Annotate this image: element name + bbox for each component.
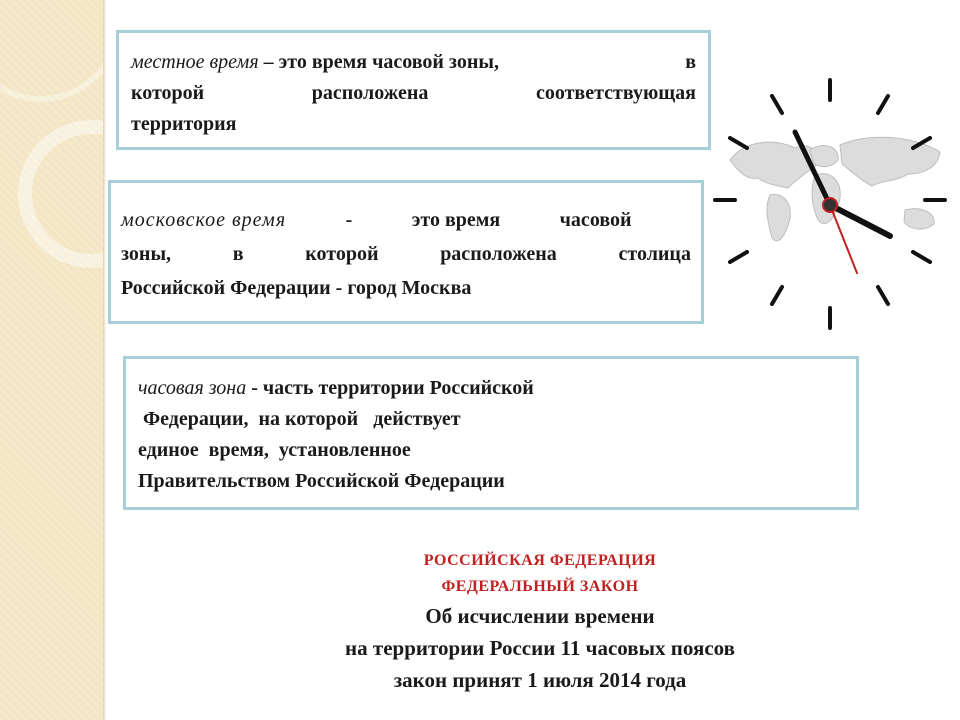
definition-word: - bbox=[345, 209, 353, 231]
definition-word: часовой bbox=[559, 209, 632, 231]
clock-center bbox=[823, 198, 837, 212]
law-type: ФЕДЕРАЛЬНЫЙ ЗАКОН bbox=[441, 578, 639, 595]
decorative-ring bbox=[0, 0, 103, 102]
definition-text: Правительством Российской Федерации bbox=[138, 470, 505, 492]
definition-local-time bbox=[116, 30, 711, 150]
definition-word: которой bbox=[131, 82, 205, 104]
definition-time-zone bbox=[123, 356, 859, 510]
definition-word: расположена bbox=[440, 243, 557, 265]
law-title: Об исчислении времени bbox=[425, 604, 655, 628]
definition-word: в bbox=[232, 243, 244, 265]
definition-text: Российской Федерации - город Москва bbox=[121, 277, 472, 299]
definition-text: Федерации, на которой действует bbox=[138, 408, 461, 430]
strip-edge bbox=[103, 0, 106, 720]
decorative-side-strip bbox=[0, 0, 103, 720]
term-local-time: местное время bbox=[131, 51, 259, 73]
world-map-clock-icon bbox=[700, 70, 960, 340]
definition-word: соответствующая bbox=[535, 82, 696, 104]
definition-word: это время bbox=[411, 209, 501, 231]
definition-word: столица bbox=[618, 243, 691, 265]
term-time-zone: часовая зона bbox=[138, 377, 247, 399]
definition-word: зоны, bbox=[121, 243, 172, 265]
definition-moscow-time bbox=[108, 180, 704, 324]
definition-text: – это время часовой зоны, bbox=[263, 51, 499, 73]
definition-line bbox=[138, 373, 846, 404]
clock-hour-hand bbox=[830, 205, 890, 236]
definition-text: территория bbox=[131, 113, 237, 135]
definition-line bbox=[121, 203, 691, 237]
definition-text: в bbox=[685, 51, 696, 73]
world-map-silhouette bbox=[730, 137, 940, 241]
definition-word: которой bbox=[305, 243, 379, 265]
decorative-ring bbox=[18, 120, 103, 268]
definition-text: единое время, установленное bbox=[138, 439, 411, 461]
law-adopted: закон принят 1 июля 2014 года bbox=[393, 668, 687, 692]
definition-line bbox=[131, 47, 696, 78]
definition-text: - часть территории Российской bbox=[246, 377, 534, 399]
law-zones: на территории России 11 часовых поясов bbox=[345, 636, 735, 660]
law-country: РОССИЙСКАЯ ФЕДЕРАЦИЯ bbox=[423, 552, 657, 569]
definition-line bbox=[121, 237, 691, 271]
definition-line bbox=[131, 78, 696, 109]
term-moscow-time: московское время bbox=[121, 209, 287, 231]
definition-word: расположена bbox=[311, 82, 429, 104]
